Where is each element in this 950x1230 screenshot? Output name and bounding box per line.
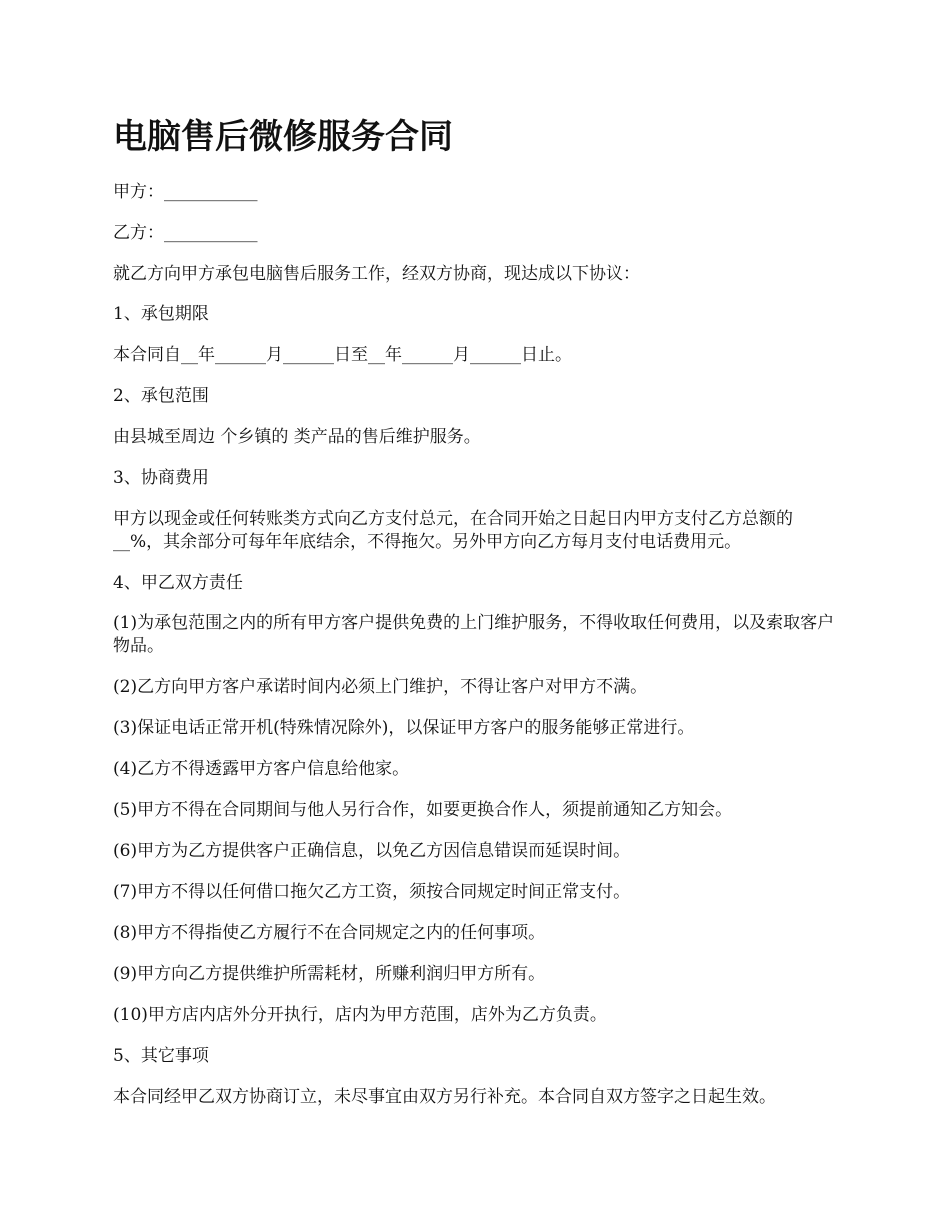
responsibility-item-1: (1)为承包范围之内的所有甲方客户提供免费的上门维护服务，不得收取任何费用，以及索取客户物品。 <box>113 613 835 656</box>
responsibility-item-6: (6)甲方为乙方提供客户正确信息，以免乙方因信息错误而延误时间。 <box>113 841 631 861</box>
responsibility-item-7: (7)甲方不得以任何借口拖欠乙方工资，须按合同规定时间正常支付。 <box>113 882 631 902</box>
responsibility-item-3: (3)保证电话正常开机(特殊情况除外)，以保证甲方客户的服务能够正常进行。 <box>113 718 695 738</box>
section-body-fees: 甲方以现金或任何转账类方式向乙方支付总元，在合同开始之日起日内甲方支付乙方总额的__%，其余部分可每年年底结余，不得拖欠。另外甲方向乙方每月支付电话费用元。 <box>113 509 793 552</box>
responsibility-item-2: (2)乙方向甲方客户承诺时间内必须上门维护，不得让客户对甲方不满。 <box>113 677 648 697</box>
section-body-term: 本合同自__年______月______日至__年______月______日止。 <box>113 345 572 365</box>
responsibility-item-5: (5)甲方不得在合同期间与他人另行合作，如要更换合作人，须提前通知乙方知会。 <box>113 800 733 820</box>
section-body-other: 本合同经甲乙双方协商订立，未尽事宜由双方另行补充。本合同自双方签字之日起生效。 <box>113 1087 776 1107</box>
section-heading-other: 5、其它事项 <box>113 1046 209 1066</box>
party-a-line: 甲方：___________ <box>113 182 258 202</box>
section-body-scope: 由县城至周边 个乡镇的 类产品的售后维护服务。 <box>113 427 481 447</box>
section-heading-fees: 3、协商费用 <box>113 468 209 488</box>
section-heading-scope: 2、承包范围 <box>113 386 209 406</box>
party-b-line: 乙方：___________ <box>113 223 258 243</box>
responsibility-item-10: (10)甲方店内店外分开执行，店内为甲方范围，店外为乙方负责。 <box>113 1005 607 1025</box>
section-heading-term: 1、承包期限 <box>113 304 209 324</box>
responsibility-item-9: (9)甲方向乙方提供维护所需耗材，所赚利润归甲方所有。 <box>113 964 546 984</box>
responsibility-item-4: (4)乙方不得透露甲方客户信息给他家。 <box>113 759 410 779</box>
responsibility-item-8: (8)甲方不得指使乙方履行不在合同规定之内的任何事项。 <box>113 923 546 943</box>
intro-paragraph: 就乙方向甲方承包电脑售后服务工作，经双方协商，现达成以下协议： <box>113 264 640 284</box>
document-title: 电脑售后微修服务合同 <box>113 117 453 157</box>
section-heading-responsibilities: 4、甲乙双方责任 <box>113 573 243 593</box>
